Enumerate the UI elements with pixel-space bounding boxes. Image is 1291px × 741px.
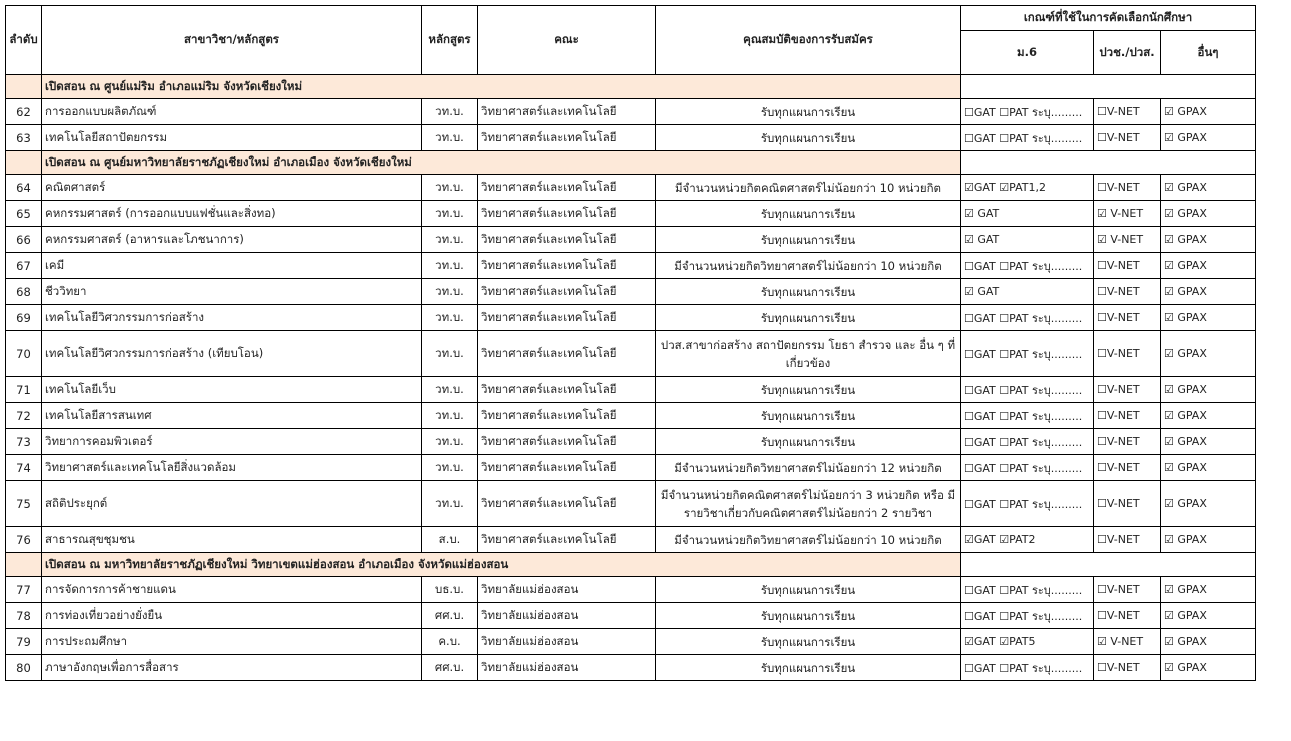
criteria-vocational: ☑ V-NET: [1094, 201, 1161, 227]
table-row: [6, 253, 1256, 279]
qualification-text: มีจำนวนหน่วยกิตวิทยาศาสตร์ไม่น้อยกว่า 12 หน่วยกิต: [656, 455, 961, 481]
major-name: เทคโนโลยีสถาปัตยกรรม: [42, 125, 422, 151]
criteria-vocational: ☑ V-NET: [1094, 629, 1161, 655]
criteria-m6: ☐GAT ☐PAT ระบุ.........: [961, 99, 1094, 125]
criteria-vocational: ☐V-NET: [1094, 481, 1161, 527]
row-number: 62: [6, 99, 42, 125]
criteria-other: ☑ GPAX: [1161, 577, 1256, 603]
section-criteria-blank: [961, 151, 1256, 175]
criteria-vocational: ☐V-NET: [1094, 655, 1161, 681]
section-blank-cell: [6, 553, 42, 577]
section-row: [6, 553, 1256, 577]
qualification-text: รับทุกแผนการเรียน: [656, 201, 961, 227]
criteria-m6: ☑ GAT: [961, 227, 1094, 253]
section-title: เปิดสอน ณ มหาวิทยาลัยราชภัฏเชียงใหม่ วิทยาเขตแม่ฮ่องสอน อำเภอเมือง จังหวัดแม่ฮ่องสอน: [42, 553, 961, 577]
section-title: เปิดสอน ณ ศูนย์มหาวิทยาลัยราชภัฏเชียงใหม่ อำเภอเมือง จังหวัดเชียงใหม่: [42, 151, 961, 175]
degree-abbr: ศศ.บ.: [422, 603, 478, 629]
faculty-name: วิทยาศาสตร์และเทคโนโลยี: [478, 527, 656, 553]
faculty-name: วิทยาศาสตร์และเทคโนโลยี: [478, 253, 656, 279]
degree-abbr: วท.บ.: [422, 305, 478, 331]
criteria-m6: ☑ GAT: [961, 201, 1094, 227]
criteria-vocational: ☐V-NET: [1094, 99, 1161, 125]
faculty-name: วิทยาลัยแม่ฮ่องสอน: [478, 655, 656, 681]
criteria-m6: ☐GAT ☐PAT ระบุ.........: [961, 655, 1094, 681]
faculty-name: วิทยาศาสตร์และเทคโนโลยี: [478, 201, 656, 227]
criteria-vocational: ☐V-NET: [1094, 125, 1161, 151]
degree-abbr: บธ.บ.: [422, 577, 478, 603]
degree-abbr: วท.บ.: [422, 331, 478, 377]
major-name: วิทยาศาสตร์และเทคโนโลยีสิ่งแวดล้อม: [42, 455, 422, 481]
criteria-other: ☑ GPAX: [1161, 227, 1256, 253]
row-number: 69: [6, 305, 42, 331]
major-name: วิทยาการคอมพิวเตอร์: [42, 429, 422, 455]
criteria-other: ☑ GPAX: [1161, 481, 1256, 527]
criteria-m6: ☐GAT ☐PAT ระบุ.........: [961, 253, 1094, 279]
header-vocational: ปวช./ปวส.: [1094, 31, 1161, 75]
table-row: [6, 331, 1256, 377]
criteria-m6: ☐GAT ☐PAT ระบุ.........: [961, 305, 1094, 331]
header-major: สาขาวิชา/หลักสูตร: [42, 6, 422, 75]
admission-table: [5, 5, 1256, 681]
header-degree: หลักสูตร: [422, 6, 478, 75]
faculty-name: วิทยาศาสตร์และเทคโนโลยี: [478, 305, 656, 331]
criteria-vocational: ☐V-NET: [1094, 377, 1161, 403]
table-row: [6, 175, 1256, 201]
degree-abbr: วท.บ.: [422, 201, 478, 227]
header-no: ลำดับ: [6, 6, 42, 75]
table-row: [6, 629, 1256, 655]
degree-abbr: วท.บ.: [422, 279, 478, 305]
table-row: [6, 403, 1256, 429]
row-number: 79: [6, 629, 42, 655]
faculty-name: วิทยาศาสตร์และเทคโนโลยี: [478, 331, 656, 377]
qualification-text: รับทุกแผนการเรียน: [656, 305, 961, 331]
row-number: 63: [6, 125, 42, 151]
criteria-m6: ☐GAT ☐PAT ระบุ.........: [961, 429, 1094, 455]
table-row: [6, 577, 1256, 603]
row-number: 71: [6, 377, 42, 403]
criteria-vocational: ☐V-NET: [1094, 429, 1161, 455]
criteria-m6: ☐GAT ☐PAT ระบุ.........: [961, 481, 1094, 527]
criteria-other: ☑ GPAX: [1161, 331, 1256, 377]
major-name: คหกรรมศาสตร์ (อาหารและโภชนาการ): [42, 227, 422, 253]
row-number: 65: [6, 201, 42, 227]
table-row: [6, 527, 1256, 553]
table-row: [6, 201, 1256, 227]
section-blank-cell: [6, 151, 42, 175]
table-row: [6, 603, 1256, 629]
table-row: [6, 99, 1256, 125]
criteria-m6: ☐GAT ☐PAT ระบุ.........: [961, 603, 1094, 629]
header-m6: ม.6: [961, 31, 1094, 75]
major-name: สาธารณสุขชุมชน: [42, 527, 422, 553]
degree-abbr: ส.บ.: [422, 527, 478, 553]
row-number: 77: [6, 577, 42, 603]
degree-abbr: ศศ.บ.: [422, 655, 478, 681]
criteria-m6: ☐GAT ☐PAT ระบุ.........: [961, 455, 1094, 481]
qualification-text: รับทุกแผนการเรียน: [656, 403, 961, 429]
major-name: เทคโนโลยีวิศวกรรมการก่อสร้าง: [42, 305, 422, 331]
criteria-vocational: ☐V-NET: [1094, 175, 1161, 201]
degree-abbr: วท.บ.: [422, 403, 478, 429]
qualification-text: มีจำนวนหน่วยกิตคณิตศาสตร์ไม่น้อยกว่า 3 หน่วยกิต หรือ มีรายวิชาเกี่ยวกับคณิตศาสตร์ไม่น้อยกว่า 2 รายวิชา: [656, 481, 961, 527]
criteria-vocational: ☐V-NET: [1094, 527, 1161, 553]
criteria-m6: ☑GAT ☑PAT5: [961, 629, 1094, 655]
degree-abbr: ค.บ.: [422, 629, 478, 655]
qualification-text: รับทุกแผนการเรียน: [656, 99, 961, 125]
header-criteria: เกณฑ์ที่ใช้ในการคัดเลือกนักศึกษา: [961, 6, 1256, 31]
criteria-m6: ☑GAT ☑PAT2: [961, 527, 1094, 553]
criteria-vocational: ☐V-NET: [1094, 331, 1161, 377]
criteria-other: ☑ GPAX: [1161, 603, 1256, 629]
criteria-other: ☑ GPAX: [1161, 527, 1256, 553]
major-name: การประถมศึกษา: [42, 629, 422, 655]
major-name: คณิตศาสตร์: [42, 175, 422, 201]
major-name: การท่องเที่ยวอย่างยั่งยืน: [42, 603, 422, 629]
criteria-m6: ☑GAT ☑PAT1,2: [961, 175, 1094, 201]
degree-abbr: วท.บ.: [422, 481, 478, 527]
criteria-other: ☑ GPAX: [1161, 201, 1256, 227]
degree-abbr: วท.บ.: [422, 175, 478, 201]
criteria-other: ☑ GPAX: [1161, 377, 1256, 403]
row-number: 68: [6, 279, 42, 305]
table-row: [6, 279, 1256, 305]
row-number: 72: [6, 403, 42, 429]
major-name: ภาษาอังกฤษเพื่อการสื่อสาร: [42, 655, 422, 681]
table-body: [6, 75, 1256, 681]
header-other: อื่นๆ: [1161, 31, 1256, 75]
degree-abbr: วท.บ.: [422, 377, 478, 403]
qualification-text: รับทุกแผนการเรียน: [656, 279, 961, 305]
faculty-name: วิทยาศาสตร์และเทคโนโลยี: [478, 481, 656, 527]
header-faculty: คณะ: [478, 6, 656, 75]
row-number: 78: [6, 603, 42, 629]
qualification-text: รับทุกแผนการเรียน: [656, 377, 961, 403]
qualification-text: รับทุกแผนการเรียน: [656, 429, 961, 455]
row-number: 70: [6, 331, 42, 377]
qualification-text: รับทุกแผนการเรียน: [656, 629, 961, 655]
criteria-m6: ☐GAT ☐PAT ระบุ.........: [961, 577, 1094, 603]
major-name: เคมี: [42, 253, 422, 279]
criteria-m6: ☑ GAT: [961, 279, 1094, 305]
section-criteria-blank: [961, 553, 1256, 577]
major-name: เทคโนโลยีวิศวกรรมการก่อสร้าง (เทียบโอน): [42, 331, 422, 377]
criteria-vocational: ☐V-NET: [1094, 279, 1161, 305]
criteria-m6: ☐GAT ☐PAT ระบุ.........: [961, 331, 1094, 377]
qualification-text: รับทุกแผนการเรียน: [656, 603, 961, 629]
row-number: 67: [6, 253, 42, 279]
faculty-name: วิทยาศาสตร์และเทคโนโลยี: [478, 279, 656, 305]
table-row: [6, 455, 1256, 481]
criteria-other: ☑ GPAX: [1161, 253, 1256, 279]
faculty-name: วิทยาลัยแม่ฮ่องสอน: [478, 629, 656, 655]
criteria-other: ☑ GPAX: [1161, 279, 1256, 305]
criteria-m6: ☐GAT ☐PAT ระบุ.........: [961, 403, 1094, 429]
criteria-other: ☑ GPAX: [1161, 403, 1256, 429]
criteria-other: ☑ GPAX: [1161, 429, 1256, 455]
header-qualification: คุณสมบัติของการรับสมัคร: [656, 6, 961, 75]
table-row: [6, 227, 1256, 253]
criteria-vocational: ☐V-NET: [1094, 305, 1161, 331]
faculty-name: วิทยาศาสตร์และเทคโนโลยี: [478, 125, 656, 151]
degree-abbr: วท.บ.: [422, 429, 478, 455]
criteria-vocational: ☐V-NET: [1094, 455, 1161, 481]
major-name: ชีววิทยา: [42, 279, 422, 305]
table-row: [6, 377, 1256, 403]
criteria-other: ☑ GPAX: [1161, 455, 1256, 481]
table-row: [6, 429, 1256, 455]
criteria-other: ☑ GPAX: [1161, 655, 1256, 681]
faculty-name: วิทยาศาสตร์และเทคโนโลยี: [478, 175, 656, 201]
major-name: เทคโนโลยีสารสนเทศ: [42, 403, 422, 429]
faculty-name: วิทยาศาสตร์และเทคโนโลยี: [478, 99, 656, 125]
row-number: 80: [6, 655, 42, 681]
row-number: 73: [6, 429, 42, 455]
section-row: [6, 75, 1256, 99]
degree-abbr: วท.บ.: [422, 227, 478, 253]
faculty-name: วิทยาศาสตร์และเทคโนโลยี: [478, 377, 656, 403]
degree-abbr: วท.บ.: [422, 125, 478, 151]
qualification-text: มีจำนวนหน่วยกิตวิทยาศาสตร์ไม่น้อยกว่า 10 หน่วยกิต: [656, 253, 961, 279]
criteria-vocational: ☐V-NET: [1094, 577, 1161, 603]
table-row: [6, 655, 1256, 681]
row-number: 74: [6, 455, 42, 481]
section-title: เปิดสอน ณ ศูนย์แม่ริม อำเภอแม่ริม จังหวัดเชียงใหม่: [42, 75, 961, 99]
criteria-other: ☑ GPAX: [1161, 125, 1256, 151]
degree-abbr: วท.บ.: [422, 99, 478, 125]
qualification-text: รับทุกแผนการเรียน: [656, 655, 961, 681]
major-name: สถิติประยุกต์: [42, 481, 422, 527]
criteria-m6: ☐GAT ☐PAT ระบุ.........: [961, 377, 1094, 403]
degree-abbr: วท.บ.: [422, 253, 478, 279]
criteria-other: ☑ GPAX: [1161, 305, 1256, 331]
criteria-other: ☑ GPAX: [1161, 99, 1256, 125]
faculty-name: วิทยาลัยแม่ฮ่องสอน: [478, 577, 656, 603]
major-name: คหกรรมศาสตร์ (การออกแบบแฟชั่นและสิ่งทอ): [42, 201, 422, 227]
qualification-text: รับทุกแผนการเรียน: [656, 125, 961, 151]
section-criteria-blank: [961, 75, 1256, 99]
table-row: [6, 125, 1256, 151]
qualification-text: มีจำนวนหน่วยกิตคณิตศาสตร์ไม่น้อยกว่า 10 หน่วยกิต: [656, 175, 961, 201]
faculty-name: วิทยาศาสตร์และเทคโนโลยี: [478, 455, 656, 481]
qualification-text: รับทุกแผนการเรียน: [656, 227, 961, 253]
criteria-m6: ☐GAT ☐PAT ระบุ.........: [961, 125, 1094, 151]
table-row: [6, 481, 1256, 527]
faculty-name: วิทยาศาสตร์และเทคโนโลยี: [478, 429, 656, 455]
criteria-vocational: ☐V-NET: [1094, 253, 1161, 279]
major-name: เทคโนโลยีเว็บ: [42, 377, 422, 403]
criteria-vocational: ☑ V-NET: [1094, 227, 1161, 253]
faculty-name: วิทยาศาสตร์และเทคโนโลยี: [478, 403, 656, 429]
criteria-vocational: ☐V-NET: [1094, 403, 1161, 429]
criteria-other: ☑ GPAX: [1161, 629, 1256, 655]
row-number: 75: [6, 481, 42, 527]
row-number: 64: [6, 175, 42, 201]
faculty-name: วิทยาลัยแม่ฮ่องสอน: [478, 603, 656, 629]
row-number: 66: [6, 227, 42, 253]
section-blank-cell: [6, 75, 42, 99]
faculty-name: วิทยาศาสตร์และเทคโนโลยี: [478, 227, 656, 253]
major-name: การออกแบบผลิตภัณฑ์: [42, 99, 422, 125]
criteria-vocational: ☐V-NET: [1094, 603, 1161, 629]
degree-abbr: วท.บ.: [422, 455, 478, 481]
qualification-text: ปวส.สาขาก่อสร้าง สถาปัตยกรรม โยธา สำรวจ และ อื่น ๆ ที่เกี่ยวข้อง: [656, 331, 961, 377]
row-number: 76: [6, 527, 42, 553]
qualification-text: มีจำนวนหน่วยกิตวิทยาศาสตร์ไม่น้อยกว่า 10 หน่วยกิต: [656, 527, 961, 553]
section-row: [6, 151, 1256, 175]
qualification-text: รับทุกแผนการเรียน: [656, 577, 961, 603]
criteria-other: ☑ GPAX: [1161, 175, 1256, 201]
major-name: การจัดการการค้าชายแดน: [42, 577, 422, 603]
table-row: [6, 305, 1256, 331]
